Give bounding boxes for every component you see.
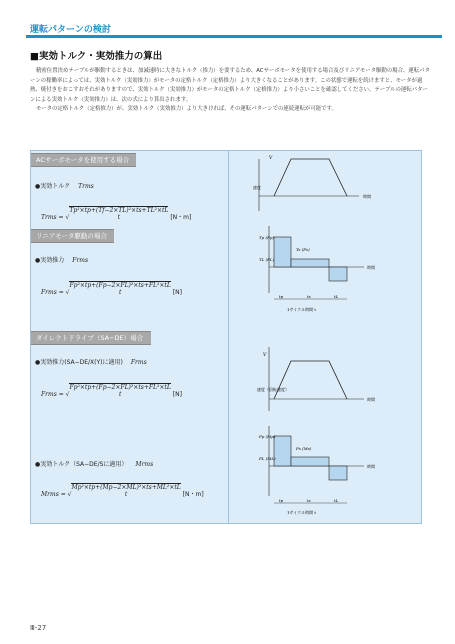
d1-v-label: V bbox=[269, 156, 273, 161]
formula-denominator: t bbox=[124, 491, 128, 498]
bullet-label: ●実効推力(SA−DE/X(Y)に適用) bbox=[35, 359, 123, 366]
d1-ylabel: 速度 bbox=[253, 185, 261, 190]
d2-t-label-tl: tL bbox=[334, 294, 339, 299]
d4-cycle-label: 1サイクル時間 t bbox=[287, 510, 316, 515]
torque-diagram-2 bbox=[258, 426, 375, 515]
formula-numerator: Fp²×tp+(Fp−2×FL)²×ts+FL²×tL bbox=[69, 282, 171, 289]
header-rule bbox=[26, 35, 442, 38]
d3-xlabel: 時間 bbox=[367, 397, 375, 402]
torque-diagram-1 bbox=[259, 226, 375, 312]
case-dd-s-bullet bbox=[35, 459, 153, 468]
bullet-label: ●実効トルク（SA−DE/Sに適用） bbox=[35, 461, 128, 468]
intro-text bbox=[30, 67, 430, 115]
formula-numerator: Tp²×tp+(Tf−2×TL)²×ts+TL²×tL bbox=[69, 207, 169, 214]
formula-denominator: t bbox=[118, 289, 122, 296]
header-title: 運転パターンの検討 bbox=[30, 25, 111, 35]
formula-lhs: Frms = bbox=[41, 289, 64, 296]
formula-panel bbox=[30, 150, 422, 524]
bullet-symbol: Frms bbox=[130, 359, 147, 366]
d1-speed-trapezoid bbox=[274, 159, 347, 196]
d3-speed-trapezoid bbox=[274, 361, 347, 399]
d4-xlabel: 時間 bbox=[367, 464, 375, 469]
d1-xlabel: 時間 bbox=[363, 194, 371, 199]
formula-lhs: Trms = bbox=[41, 214, 64, 221]
case-ac-servo-heading: ACサーボモータを使用する場合 bbox=[31, 153, 136, 167]
d2-xlabel: 時間 bbox=[367, 265, 375, 270]
d4-ts-label: Fs (Ms) bbox=[296, 446, 312, 451]
d4-accel-bar bbox=[274, 436, 291, 466]
speed-diagram-1 bbox=[253, 155, 371, 211]
formula-lhs: Mrms = bbox=[41, 491, 66, 498]
formula-ac-servo: Trms = √ Tp²×tp+(Tf−2×TL)²×ts+TL²×tL t [N・m] bbox=[41, 207, 192, 221]
d4-decel-bar bbox=[329, 466, 347, 480]
formula-linear: Frms = √ Fp²×tp+(Fp−2×FL)²×ts+FL²×tL t [N] bbox=[41, 282, 182, 296]
bullet-symbol: Trms bbox=[78, 183, 94, 190]
formula-unit: [N] bbox=[172, 289, 182, 296]
d4-tp-label: Fp (Mp) bbox=[259, 434, 276, 439]
d4-tl-label: FL (ML) bbox=[259, 456, 276, 461]
formula-unit: [N・m] bbox=[170, 214, 192, 221]
d2-t-label-tp: tp bbox=[279, 294, 284, 299]
d2-accel-bar bbox=[274, 237, 291, 267]
d2-cycle-label: 1サイクル時間 t bbox=[287, 307, 316, 312]
case-linear-bullet bbox=[35, 255, 88, 264]
intro-paragraph-1: 精密位置決めテーブルが駆動するときは、加減速時に大きなトルク（推力）を要するため、ACサーボモータを使用する場合及びリニアモータ駆動の場合、運転パターンの稼働率によっては、実効トルク（実効推力）がモータの定格トルク（定格推力）より大きくなることがあります。この状態で運転を続けますと、モータが過熱、焼付きをおこすおそれがありますので、実効トルク（実効推力）がモータの定格トルク（定格推力）より小さいことを確認してください。テーブルの運転パターンによる実効トルク（実効推力）は、次の式により算出されます。 bbox=[30, 68, 430, 103]
d3-ylabel: 速度（回転速度） bbox=[257, 387, 289, 392]
d2-ts-label: Ts (Fs) bbox=[296, 247, 310, 252]
d3-v-label: V bbox=[263, 353, 267, 358]
formula-unit: [N・m] bbox=[182, 491, 204, 498]
case-linear-heading: リニアモータ駆動の場合 bbox=[31, 229, 114, 243]
d4-t-label-tp: tp bbox=[279, 498, 284, 503]
formula-numerator: Mp²×tp+(Mp−2×ML)²×ts+ML²×tL bbox=[71, 484, 181, 491]
d2-tl-label: TL (FL) bbox=[259, 257, 275, 262]
d2-tp-label: Tp (Fp) bbox=[259, 235, 274, 240]
formula-unit: [N] bbox=[172, 391, 182, 398]
formula-denominator: t bbox=[118, 391, 122, 398]
d4-t-label-ts: ts bbox=[307, 498, 311, 503]
bullet-symbol: Frms bbox=[72, 257, 89, 264]
formula-numerator: Fp²×tp+(Fp−2×FL)²×ts+FL²×tL bbox=[69, 384, 171, 391]
intro-paragraph-2: モータの定格トルク（定格推力）が、実効トルク（実効推力）より大きければ、その運転パターンでの連続運転が可能です。 bbox=[36, 106, 337, 113]
formula-lhs: Frms = bbox=[41, 391, 64, 398]
page-number: Ⅲ-27 bbox=[30, 624, 47, 632]
operation-pattern-diagrams bbox=[229, 151, 421, 523]
case-dd-heading: ダイレクトドライブ（SA−DE）場合 bbox=[31, 331, 151, 345]
bullet-label: ●実効推力 bbox=[35, 257, 65, 264]
bullet-label: ●実効トルク bbox=[35, 183, 71, 190]
formula-dd-s: Mrms = √ Mp²×tp+(Mp−2×ML)²×ts+ML²×tL t [N・m] bbox=[41, 484, 204, 498]
d2-const-bar bbox=[291, 259, 329, 267]
bullet-symbol: Mrms bbox=[135, 461, 154, 468]
d2-t-label-ts: ts bbox=[307, 294, 311, 299]
speed-diagram-2 bbox=[257, 347, 375, 411]
formula-dd-xy: Frms = √ Fp²×tp+(Fp−2×FL)²×ts+FL²×tL t [N] bbox=[41, 384, 182, 398]
case-dd-bullet bbox=[35, 357, 147, 366]
section-title: ■実効トルク・実効推力の算出 bbox=[30, 51, 163, 62]
formula-denominator: t bbox=[117, 214, 121, 221]
case-ac-servo-bullet bbox=[35, 181, 94, 190]
d2-decel-bar bbox=[329, 267, 347, 281]
d4-const-bar bbox=[291, 457, 329, 466]
d4-t-label-tl: tL bbox=[334, 498, 339, 503]
